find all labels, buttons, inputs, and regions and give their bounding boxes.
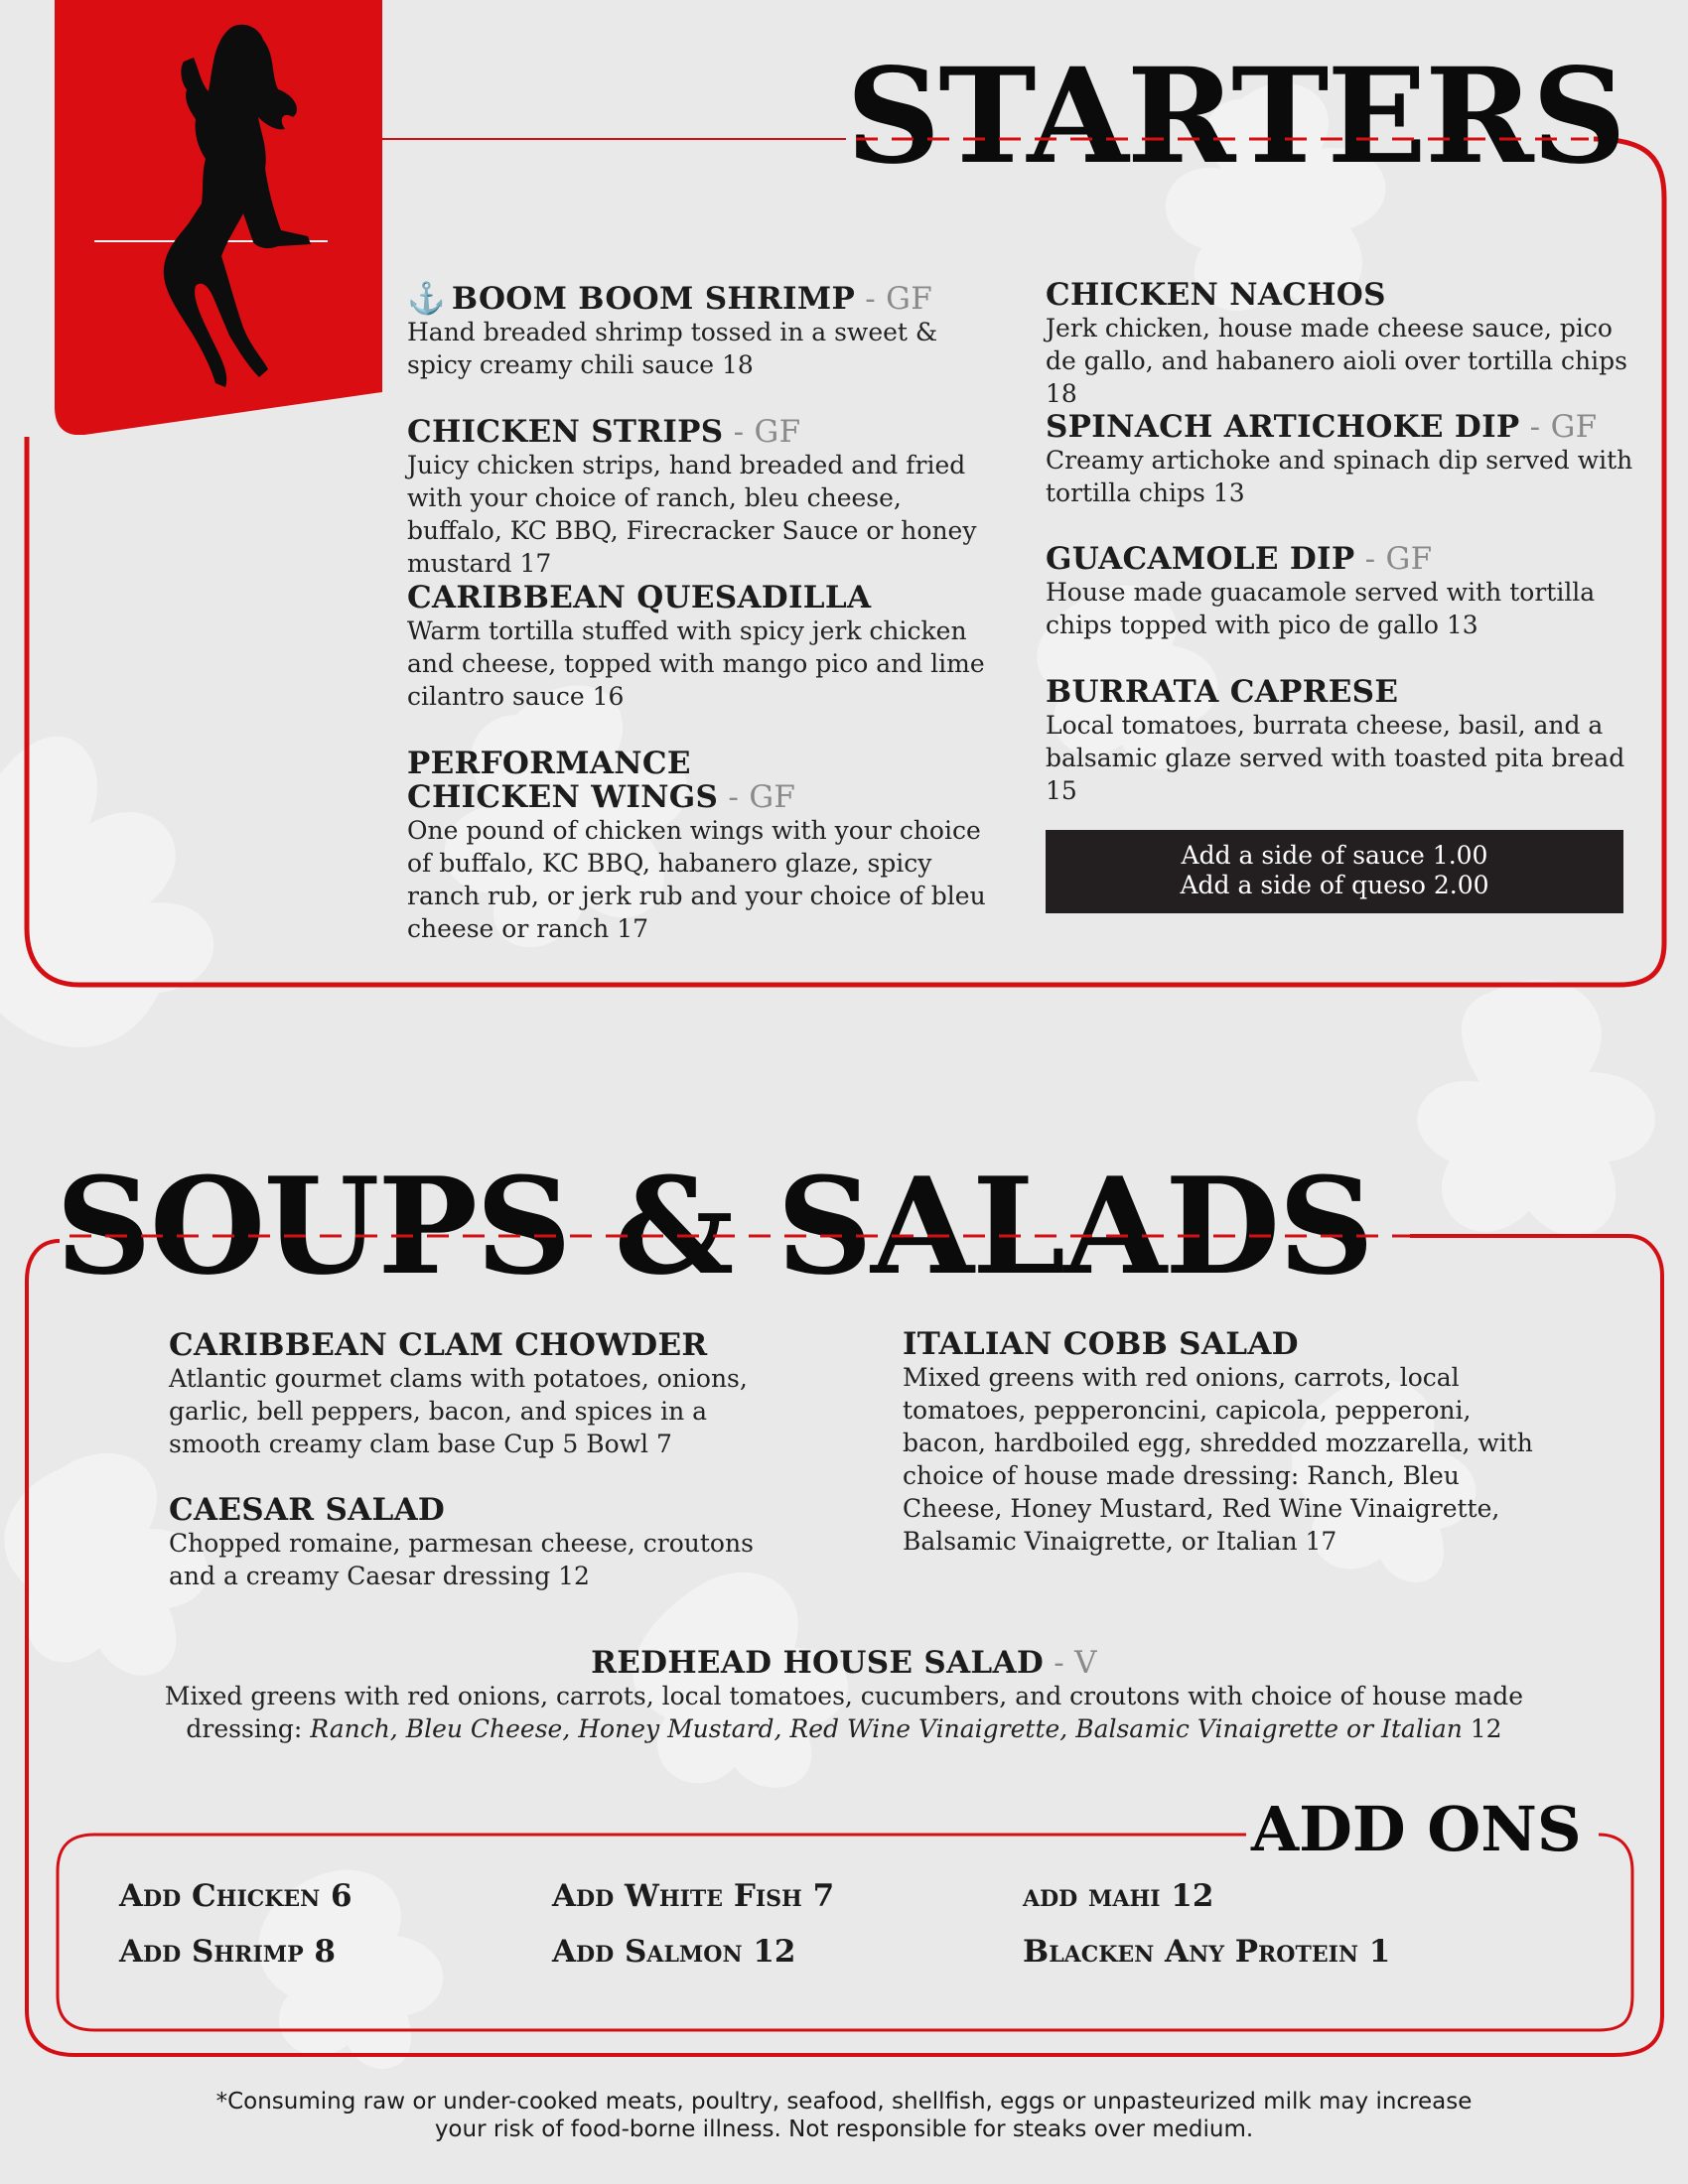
menu-item-caribbean-quesadilla: CARIBBEAN QUESADILLA Warm tortilla stuffed with spicy jerk chicken and cheese, topped with mango pico and lime cilantro sauce 16 — [407, 581, 1003, 713]
item-description: Chopped romaine, parmesan cheese, croutons and a creamy Caesar dressing 12 — [169, 1529, 754, 1590]
addon-mahi: add mahi 12 — [1023, 1878, 1214, 1914]
menu-item-chicken-nachos: CHICKEN NACHOS Jerk chicken, house made cheese sauce, pico de gallo, and habanero aioli over tortilla chips 18 — [1046, 278, 1641, 410]
item-description: One pound of chicken wings with your choice of buffalo, KC BBQ, habanero glaze, spicy ranch rub, or jerk rub and your choice of bleu cheese or ranch 17 — [407, 816, 986, 943]
menu-item-guacamole-dip: GUACAMOLE DIP - GF House made guacamole served with tortilla chips topped with pico de gallo 13 — [1046, 542, 1641, 641]
food-safety-disclaimer: *Consuming raw or under-cooked meats, poultry, seafood, shellfish, eggs or unpasteurized milk may increase your risk of food-borne illness. Not responsible for steaks over medium. — [215, 2089, 1473, 2142]
item-description: Creamy artichoke and spinach dip served with tortilla chips 13 — [1046, 446, 1633, 507]
add-ons-title: ADD ONS — [1251, 1793, 1582, 1865]
menu-item-redhead-house-salad: REDHEAD HOUSE SALAD - V Mixed greens with red onions, carrots, local tomatoes, cucumbers, and croutons with choice of house made dressing: Ranch, Bleu Cheese, Honey Mustard, Red Wine Vinaigrette, Balsamic Vinaigrette or Italian 12 — [149, 1646, 1539, 1745]
item-description: Jerk chicken, house made cheese sauce, pico de gallo, and habanero aioli over tortilla chips 18 — [1046, 314, 1627, 408]
menu-item-spinach-artichoke-dip: SPINACH ARTICHOKE DIP - GF Creamy artichoke and spinach dip served with tortilla chips 13 — [1046, 410, 1641, 509]
menu-item-burrata-caprese: BURRATA CAPRESE Local tomatoes, burrata cheese, basil, and a balsamic glaze served with toasted pita bread 15 — [1046, 675, 1641, 807]
menu-item-boom-boom-shrimp: ⚓ BOOM BOOM SHRIMP - GF Hand breaded shrimp tossed in a sweet & spicy creamy chili sauce 18 — [407, 282, 1003, 381]
menu-item-caribbean-clam-chowder: CARIBBEAN CLAM CHOWDER Atlantic gourmet clams with potatoes, onions, garlic, bell peppers, bacon, and spices in a smooth creamy clam base Cup 5 Bowl 7 — [169, 1328, 804, 1460]
starters-title: STARTERS — [846, 40, 1624, 194]
soups-salads-title: SOUPS & SALADS — [56, 1148, 1373, 1304]
addon-white-fish: Add White Fish 7 — [552, 1878, 835, 1914]
item-description: Warm tortilla stuffed with spicy jerk chicken and cheese, topped with mango pico and lime cilantro sauce 16 — [407, 616, 985, 711]
item-description: Mixed greens with red onions, carrots, local tomatoes, pepperoncini, capicola, pepperoni, bacon, hardboiled egg, shredded mozzarella, with choice of house made dressing: Ranch, Bleu Cheese, Honey Mustard, Red Wine Vinaigrette, Balsamic Vinaigrette, or Italian 17 — [903, 1363, 1533, 1556]
item-description: Atlantic gourmet clams with potatoes, onions, garlic, bell peppers, bacon, and spices in a smooth creamy clam base Cup 5 Bowl 7 — [169, 1364, 748, 1458]
addon-chicken: Add Chicken 6 — [119, 1878, 352, 1914]
side-sauce: Add a side of sauce 1.00 — [1181, 841, 1488, 870]
sides-box — [1046, 830, 1623, 913]
anchor-icon: ⚓ — [407, 281, 446, 317]
item-description: Juicy chicken strips, hand breaded and fried with your choice of ranch, bleu cheese, buffalo, KC BBQ, Firecracker Sauce or honey mustard 17 — [407, 451, 977, 578]
menu-item-italian-cobb-salad: ITALIAN COBB SALAD Mixed greens with red onions, carrots, local tomatoes, pepperoncini, capicola, pepperoni, bacon, hardboiled egg, shredded mozzarella, with choice of house made dressing: Ranch, Bleu Cheese, Honey Mustard, Red Wine Vinaigrette, Balsamic Vinaigrette, or Italian 17 — [903, 1327, 1538, 1558]
addon-blacken-protein: Blacken Any Protein 1 — [1023, 1934, 1391, 1970]
redhead-silhouette-logo — [55, 0, 382, 435]
menu-item-caesar-salad: CAESAR SALAD Chopped romaine, parmesan cheese, croutons and a creamy Caesar dressing 12 — [169, 1493, 784, 1592]
item-description: Hand breaded shrimp tossed in a sweet & spicy creamy chili sauce 18 — [407, 318, 938, 379]
item-description: Mixed greens with red onions, carrots, local tomatoes, cucumbers, and croutons with choice of house made dressing: Ranch, Bleu Cheese, Honey Mustard, Red Wine Vinaigrette, Balsamic Vinaigrette or Italian 12 — [164, 1682, 1524, 1743]
menu-item-performance-chicken-wings: PERFORMANCE CHICKEN WINGS - GF One pound of chicken wings with your choice of buffalo, KC BBQ, habanero glaze, spicy ranch rub, or jerk rub and your choice of bleu cheese or ranch 17 — [407, 747, 1003, 945]
item-description: Local tomatoes, burrata cheese, basil, and a balsamic glaze served with toasted pita bread 15 — [1046, 711, 1625, 805]
addon-salmon: Add Salmon 12 — [552, 1934, 796, 1970]
side-queso: Add a side of queso 2.00 — [1180, 871, 1489, 899]
addon-shrimp: Add Shrimp 8 — [119, 1934, 337, 1970]
menu-item-chicken-strips: CHICKEN STRIPS - GF Juicy chicken strips, hand breaded and fried with your choice of ranch, bleu cheese, buffalo, KC BBQ, Firecracker Sauce or honey mustard 17 — [407, 415, 1003, 580]
item-description: House made guacamole served with tortilla chips topped with pico de gallo 13 — [1046, 578, 1596, 639]
